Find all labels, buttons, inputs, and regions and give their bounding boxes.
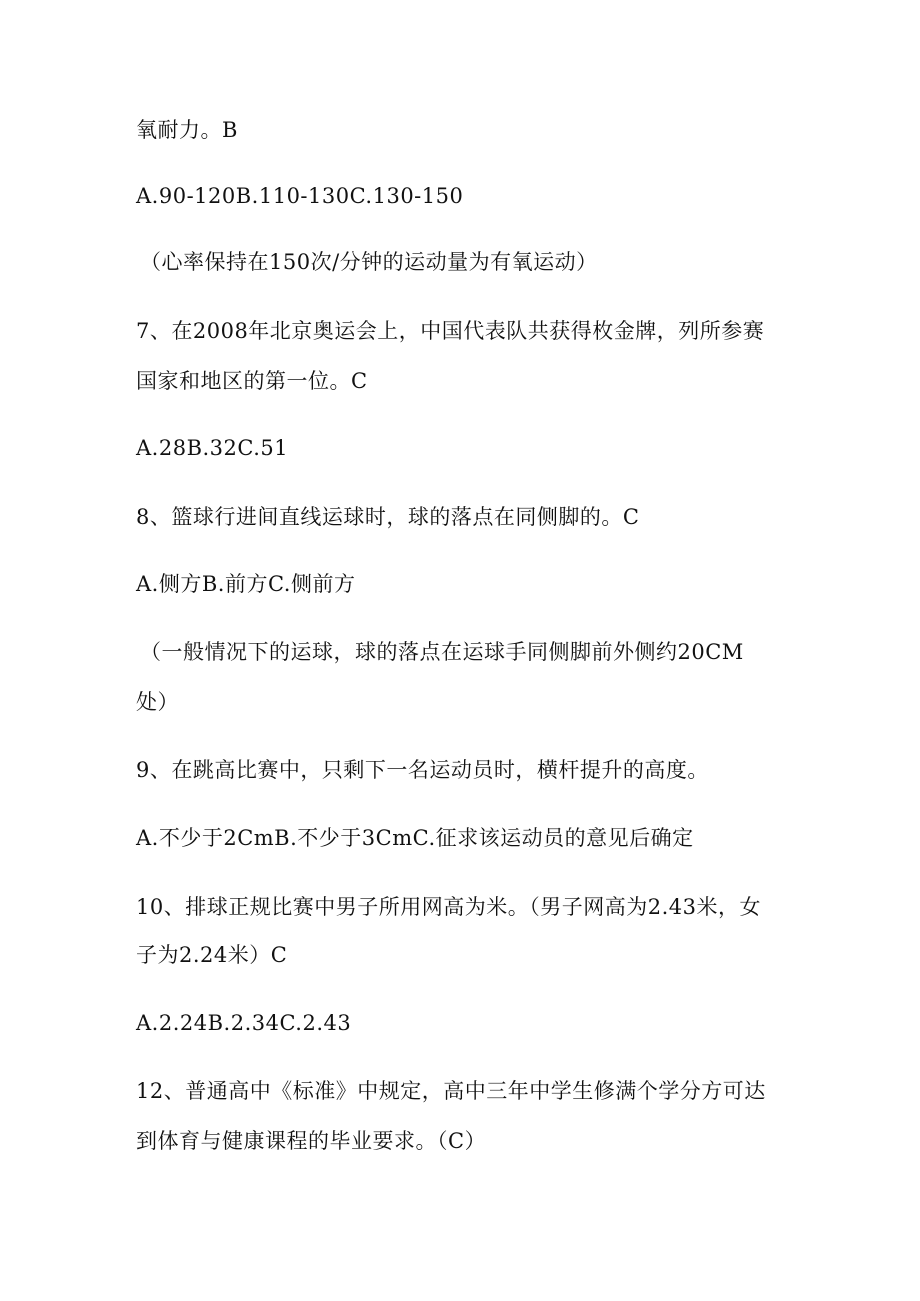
text-line: A.2.24B.2.34C.2.43 (136, 1011, 352, 1035)
text-line: 氧耐力。B (136, 118, 238, 142)
text-line: 到体育与健康课程的毕业要求。（C） (136, 1129, 487, 1153)
text-line: （心率保持在150次/分钟的运动量为有氧运动） (140, 250, 598, 274)
text-line: 9、在跳高比赛中，只剩下一名运动员时，横杆提升的高度。 (136, 758, 709, 782)
text-line: A.28B.32C.51 (136, 436, 289, 460)
text-line: A.侧方B.前方C.侧前方 (136, 572, 356, 596)
text-line: 7、在2008年北京奥运会上，中国代表队共获得枚金牌，列所参赛 (136, 319, 765, 343)
text-line: 12、普通高中《标准》中规定，高中三年中学生修满个学分方可达 (136, 1079, 766, 1103)
text-line: 10、排球正规比赛中男子所用网高为米。（男子网高为2.43米，女 (136, 895, 761, 919)
text-line: 8、篮球行进间直线运球时，球的落点在同侧脚的。C (136, 505, 640, 529)
text-line: A.不少于2CmB.不少于3CmC.征求该运动员的意见后确定 (136, 826, 694, 850)
text-line: 子为2.24米）C (136, 943, 288, 967)
text-line: 国家和地区的第一位。C (136, 369, 368, 393)
text-line: 处） (136, 690, 179, 714)
text-line: （一般情况下的运球，球的落点在运球手同侧脚前外侧约20CM (140, 640, 744, 664)
text-line: A.90-120B.110-130C.130-150 (136, 184, 464, 208)
